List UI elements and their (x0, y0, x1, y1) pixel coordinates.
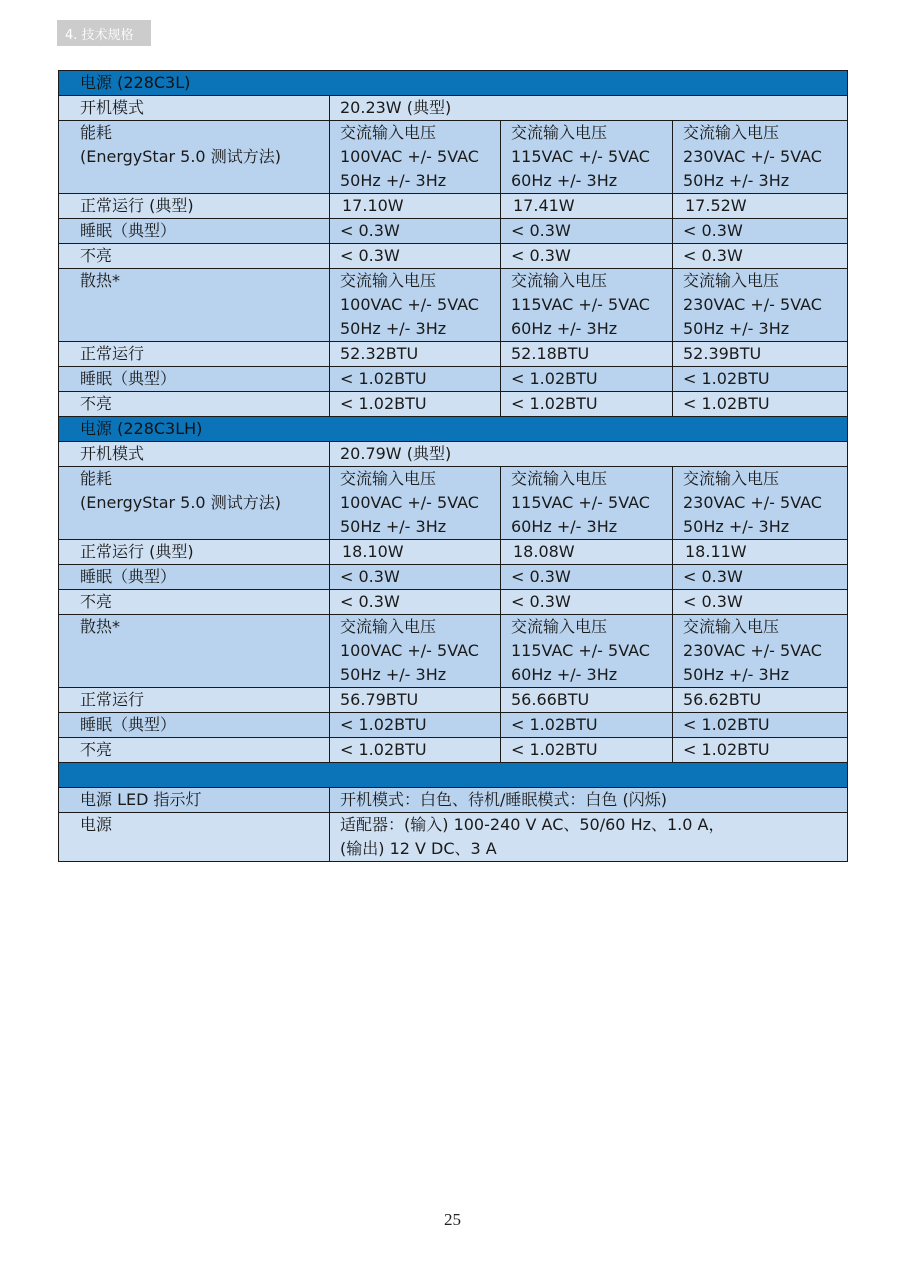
input-condition-cell: 交流输入电压 230VAC +/- 5VAC 50Hz +/- 3Hz (673, 467, 848, 540)
row-label: 正常运行 (典型) (59, 540, 330, 565)
value-cell: < 0.3W (501, 590, 673, 615)
input-condition-cell: 交流输入电压 115VAC +/- 5VAC 60Hz +/- 3Hz (501, 467, 673, 540)
value-cell: 56.79BTU (330, 688, 501, 713)
row-label: 睡眠（典型） (59, 565, 330, 590)
value-cell: 18.11W (673, 540, 848, 565)
row-label: 不亮 (59, 738, 330, 763)
psu2-power-row (59, 590, 848, 615)
psu2-on-mode-row (59, 442, 848, 467)
value-cell: < 0.3W (673, 590, 848, 615)
value-cell: 56.66BTU (501, 688, 673, 713)
value-cell: 17.41W (501, 194, 673, 219)
value-cell: < 0.3W (673, 244, 848, 269)
row-label: 开机模式 (59, 442, 330, 467)
row-label: 能耗 (EnergyStar 5.0 测试方法) (59, 467, 330, 540)
input-condition-cell: 交流输入电压 115VAC +/- 5VAC 60Hz +/- 3Hz (501, 121, 673, 194)
value-cell: < 1.02BTU (673, 367, 848, 392)
value-cell: 52.18BTU (501, 342, 673, 367)
input-condition-cell: 交流输入电压 230VAC +/- 5VAC 50Hz +/- 3Hz (673, 269, 848, 342)
value-cell: 17.52W (673, 194, 848, 219)
psu2-header-row (59, 417, 848, 442)
row-label: 不亮 (59, 244, 330, 269)
power-led-row (59, 788, 848, 813)
psu2-power-row (59, 540, 848, 565)
value-cell: 18.10W (330, 540, 501, 565)
psu1-heat-row (59, 269, 848, 342)
psu1-power-row (59, 244, 848, 269)
input-condition-cell: 交流输入电压 115VAC +/- 5VAC 60Hz +/- 3Hz (501, 615, 673, 688)
value-cell: < 1.02BTU (501, 367, 673, 392)
row-value: 20.23W (典型) (330, 96, 848, 121)
psu1-heat-value-row (59, 392, 848, 417)
psu2-power-row (59, 565, 848, 590)
page-number: 25 (444, 1210, 461, 1229)
value-cell: 52.32BTU (330, 342, 501, 367)
section-tab: 4. 技术规格 (57, 20, 151, 46)
row-label: 电源 (59, 813, 330, 862)
psu2-title: 电源 (228C3LH) (59, 417, 848, 442)
psu2-heat-value-row (59, 713, 848, 738)
row-value: 20.79W (典型) (330, 442, 848, 467)
value-cell: 18.08W (501, 540, 673, 565)
value-cell: < 1.02BTU (330, 713, 501, 738)
row-label: 开机模式 (59, 96, 330, 121)
psu1-power-row (59, 194, 848, 219)
psu2-consumption-row (59, 467, 848, 540)
row-label: 正常运行 (59, 688, 330, 713)
value-cell: < 1.02BTU (673, 713, 848, 738)
psu1-title: 电源 (228C3L) (59, 71, 848, 96)
input-condition-cell: 交流输入电压 230VAC +/- 5VAC 50Hz +/- 3Hz (673, 615, 848, 688)
value-cell: < 1.02BTU (501, 392, 673, 417)
row-label: 睡眠（典型） (59, 367, 330, 392)
row-label: 睡眠（典型） (59, 713, 330, 738)
row-label: 不亮 (59, 392, 330, 417)
row-value: 开机模式：白色、待机/睡眠模式：白色 (闪烁) (330, 788, 848, 813)
value-cell: < 1.02BTU (330, 367, 501, 392)
row-label: 正常运行 (59, 342, 330, 367)
input-condition-cell: 交流输入电压 100VAC +/- 5VAC 50Hz +/- 3Hz (330, 269, 501, 342)
value-cell: < 0.3W (330, 219, 501, 244)
row-label: 睡眠（典型） (59, 219, 330, 244)
value-cell: < 1.02BTU (673, 738, 848, 763)
psu2-heat-row (59, 615, 848, 688)
value-cell: < 0.3W (501, 565, 673, 590)
psu2-heat-value-row (59, 738, 848, 763)
input-condition-cell: 交流输入电压 230VAC +/- 5VAC 50Hz +/- 3Hz (673, 121, 848, 194)
row-label: 电源 LED 指示灯 (59, 788, 330, 813)
value-cell: 17.10W (330, 194, 501, 219)
value-cell: < 1.02BTU (501, 713, 673, 738)
value-cell: < 1.02BTU (330, 738, 501, 763)
value-cell: < 0.3W (330, 244, 501, 269)
row-label: 能耗 (EnergyStar 5.0 测试方法) (59, 121, 330, 194)
input-condition-cell: 交流输入电压 100VAC +/- 5VAC 50Hz +/- 3Hz (330, 121, 501, 194)
value-cell: < 1.02BTU (501, 738, 673, 763)
value-cell: < 0.3W (330, 565, 501, 590)
blank-header-cell (59, 763, 848, 788)
power-supply-row (59, 813, 848, 862)
value-cell: < 0.3W (501, 219, 673, 244)
psu2-heat-value-row (59, 688, 848, 713)
input-condition-cell: 交流输入电压 100VAC +/- 5VAC 50Hz +/- 3Hz (330, 615, 501, 688)
value-cell: < 0.3W (330, 590, 501, 615)
value-cell: < 0.3W (501, 244, 673, 269)
value-cell: 52.39BTU (673, 342, 848, 367)
value-cell: < 0.3W (673, 565, 848, 590)
psu1-power-row (59, 219, 848, 244)
value-cell: < 0.3W (673, 219, 848, 244)
psu1-on-mode-row (59, 96, 848, 121)
row-label: 散热* (59, 269, 330, 342)
psu1-heat-value-row (59, 367, 848, 392)
row-label: 正常运行 (典型) (59, 194, 330, 219)
spec-table (58, 70, 848, 862)
input-condition-cell: 交流输入电压 115VAC +/- 5VAC 60Hz +/- 3Hz (501, 269, 673, 342)
value-cell: < 1.02BTU (330, 392, 501, 417)
psu1-consumption-row (59, 121, 848, 194)
value-cell: 56.62BTU (673, 688, 848, 713)
blank-header-row (59, 763, 848, 788)
psu1-header-row (59, 71, 848, 96)
psu1-heat-value-row (59, 342, 848, 367)
row-label: 散热* (59, 615, 330, 688)
input-condition-cell: 交流输入电压 100VAC +/- 5VAC 50Hz +/- 3Hz (330, 467, 501, 540)
value-cell: < 1.02BTU (673, 392, 848, 417)
row-label: 不亮 (59, 590, 330, 615)
row-value: 适配器：(输入) 100-240 V AC、50/60 Hz、1.0 A， (输出) 12 V DC、3 A (330, 813, 848, 862)
